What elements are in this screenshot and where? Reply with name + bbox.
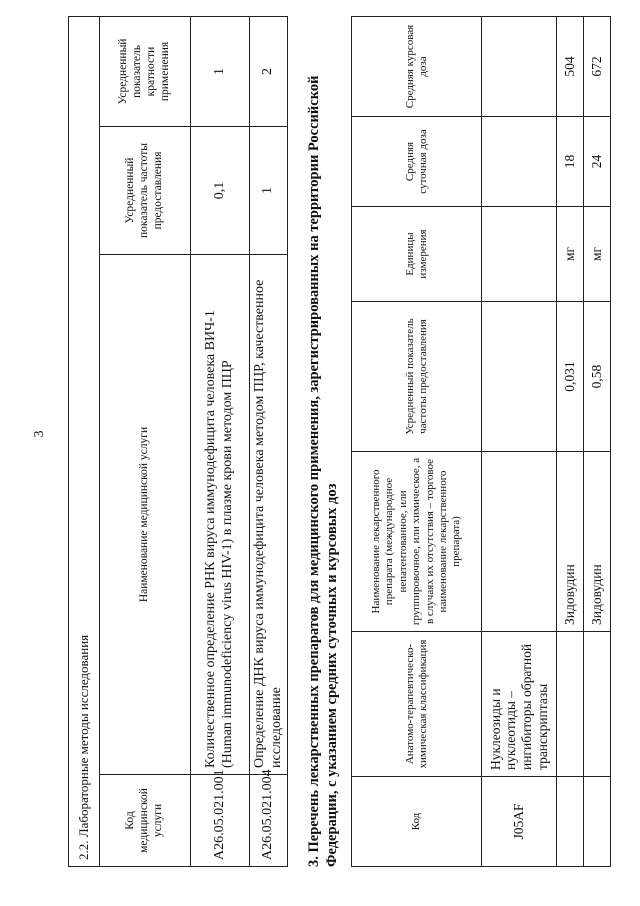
header-course-dose: Средняя курсовая доза	[352, 17, 482, 117]
section-heading: 3. Перечень лекарственных препаратов для медицинского применения, зарегистрированных на территории Российской Федерации, с указанием средних суточных и курсовых доз	[306, 75, 340, 867]
frequency-value: 0,031	[557, 302, 584, 452]
unit-value: мг	[557, 207, 584, 302]
header-frequency: Усредненный показатель частоты предоставления	[100, 127, 191, 255]
table-row	[557, 17, 584, 867]
daily-dose-value: 24	[584, 117, 611, 207]
service-name: Определение ДНК вируса иммунодефицита человека методом ПЦР, качественное исследование	[250, 255, 288, 775]
page-number: 3	[32, 430, 47, 438]
service-name: Количественное определение РНК вируса иммунодефицита человека ВИЧ-1 (Human immunodeficiency virus HIV-1) в плазме крови методом ПЦР	[191, 255, 250, 775]
rotated-page-content	[68, 17, 605, 867]
header-drug-name: Наименование лекарственного препарата (международное непатентованное, или группировочное, или химическое, а в случаях их отсутствия – торговое наименование лекарственного препарата)	[352, 452, 482, 632]
table-row	[250, 16, 288, 866]
course-dose-value: 672	[584, 17, 611, 117]
header-unit: Единицы измерения	[352, 207, 482, 302]
table-row	[191, 16, 250, 866]
table-row	[584, 17, 611, 867]
drug-name: Зидовудин	[557, 452, 584, 632]
drug-name: Зидовудин	[584, 452, 611, 632]
multiplicity-value: 1	[191, 16, 250, 126]
header-service-name: Наименование медицинской услуги	[100, 255, 191, 775]
medications-table	[351, 16, 611, 867]
atc-code: J05AF	[482, 777, 557, 867]
service-code: A26.05.021.004	[250, 775, 288, 867]
daily-dose-value: 18	[557, 117, 584, 207]
header-daily-dose: Средняя суточная доза	[352, 117, 482, 207]
table-row	[482, 17, 557, 867]
frequency-value: 1	[250, 127, 288, 255]
header-code: Код	[352, 777, 482, 867]
atc-classification: Нуклеозиды и нуклеотиды – ингибиторы обратной транскриптазы	[482, 632, 557, 777]
header-service-code: Код медицинской услуги	[100, 775, 191, 867]
section-title: 2.2. Лабораторные методы исследования	[69, 16, 100, 866]
header-frequency: Усредненный показатель частоты предоставления	[352, 302, 482, 452]
unit-value: мг	[584, 207, 611, 302]
service-code: A26.05.021.001	[191, 775, 250, 867]
header-multiplicity: Усредненный показатель кратности применения	[100, 16, 191, 126]
course-dose-value: 504	[557, 17, 584, 117]
lab-methods-table	[68, 16, 288, 867]
frequency-value: 0,58	[584, 302, 611, 452]
header-atc: Анатомо-терапевтическо-химическая классификация	[352, 632, 482, 777]
frequency-value: 0,1	[191, 127, 250, 255]
multiplicity-value: 2	[250, 16, 288, 126]
